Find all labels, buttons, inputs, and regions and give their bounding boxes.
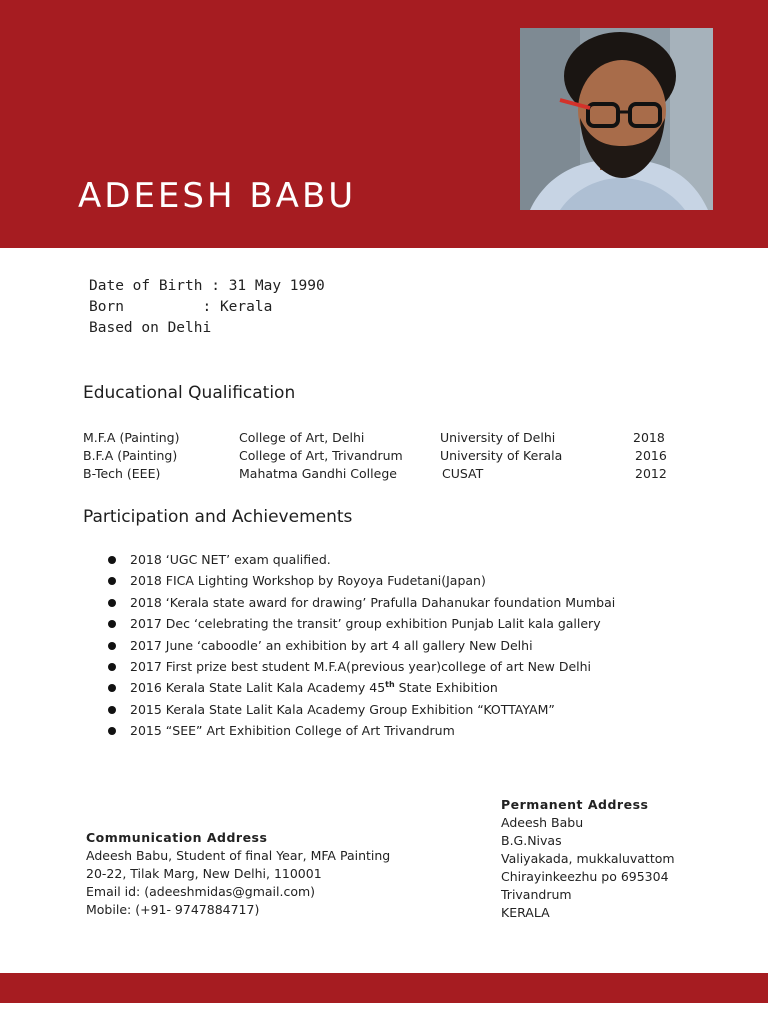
address-line: Adeesh Babu, Student of final Year, MFA Painting — [86, 848, 391, 863]
born-value: Kerala — [219, 299, 273, 315]
bullet-icon — [108, 684, 116, 692]
personal-details — [89, 276, 325, 339]
header-band — [0, 0, 768, 248]
mobile-line: Mobile: (+91- 9747884717) — [86, 902, 260, 917]
portrait-photo-icon — [520, 28, 713, 210]
dob-row: Date of Birth : 31 May 1990 — [89, 278, 325, 294]
year-cell: 2018 — [633, 430, 665, 445]
year-cell: 2016 — [635, 448, 667, 463]
year-cell: 2012 — [635, 466, 667, 481]
university-cell: University of Delhi — [440, 430, 556, 445]
list-item: 2015 Kerala State Lalit Kala Academy Group Exhibition “KOTTAYAM” — [108, 702, 615, 723]
address-line: Valiyakada, mukkaluvattom — [501, 851, 675, 866]
list-item: 2017 Dec ‘celebrating the transit’ group exhibition Punjab Lalit kala gallery — [108, 616, 615, 637]
communication-address — [86, 829, 390, 919]
college-cell: College of Art, Delhi — [239, 430, 365, 445]
email-line: Email id: (adeeshmidas@gmail.com) — [86, 884, 316, 899]
person-name: ADEESH BABU — [78, 176, 357, 216]
degree-cell: B-Tech (EEE) — [83, 466, 161, 481]
address-line: Adeesh Babu — [501, 815, 584, 830]
address-line: B.G.Nivas — [501, 833, 562, 848]
education-heading: Educational Qualification — [83, 383, 296, 403]
permanent-address-title: Permanent Address — [501, 797, 649, 812]
address-line: Trivandrum — [501, 887, 572, 902]
permanent-address — [501, 796, 675, 922]
college-cell: Mahatma Gandhi College — [239, 466, 397, 481]
degree-cell: M.F.A (Painting) — [83, 430, 180, 445]
list-item: 2017 First prize best student M.F.A(previous year)college of art New Delhi — [108, 659, 615, 680]
achievements-heading: Participation and Achievements — [83, 507, 353, 527]
footer-band — [0, 973, 768, 1003]
university-cell: CUSAT — [442, 466, 484, 481]
list-item: 2015 “SEE” Art Exhibition College of Art Trivandrum — [108, 723, 615, 744]
degree-cell: B.F.A (Painting) — [83, 448, 178, 463]
list-item: 2016 Kerala State Lalit Kala Academy 45th State Exhibition — [108, 680, 615, 701]
address-line: 20-22, Tilak Marg, New Delhi, 110001 — [86, 866, 322, 881]
bullet-icon — [108, 642, 116, 650]
born-row: Born : Kerala — [89, 299, 273, 315]
list-item: 2017 June ‘caboodle’ an exhibition by art 4 all gallery New Delhi — [108, 638, 615, 659]
bullet-icon — [108, 556, 116, 564]
address-line: Chirayinkeezhu po 695304 — [501, 869, 669, 884]
communication-address-title: Communication Address — [86, 830, 268, 845]
university-cell: University of Kerala — [440, 448, 563, 463]
bullet-icon — [108, 577, 116, 585]
bullet-icon — [108, 706, 116, 714]
list-item: 2018 ‘UGC NET’ exam qualified. — [108, 552, 615, 573]
list-item: 2018 FICA Lighting Workshop by Royoya Fudetani(Japan) — [108, 573, 615, 594]
dob-label: Date of Birth — [89, 278, 203, 294]
bullet-icon — [108, 663, 116, 671]
address-line: KERALA — [501, 905, 550, 920]
list-item: 2018 ‘Kerala state award for drawing’ Prafulla Dahanukar foundation Mumbai — [108, 595, 615, 616]
bullet-icon — [108, 727, 116, 735]
portrait-photo — [520, 28, 713, 210]
bullet-icon — [108, 620, 116, 628]
born-label: Born — [89, 299, 124, 315]
college-cell: College of Art, Trivandrum — [239, 448, 403, 463]
based-row: Based on Delhi — [89, 320, 212, 336]
dob-value: 31 May 1990 — [228, 278, 325, 294]
bullet-icon — [108, 599, 116, 607]
achievements-list — [108, 552, 615, 745]
